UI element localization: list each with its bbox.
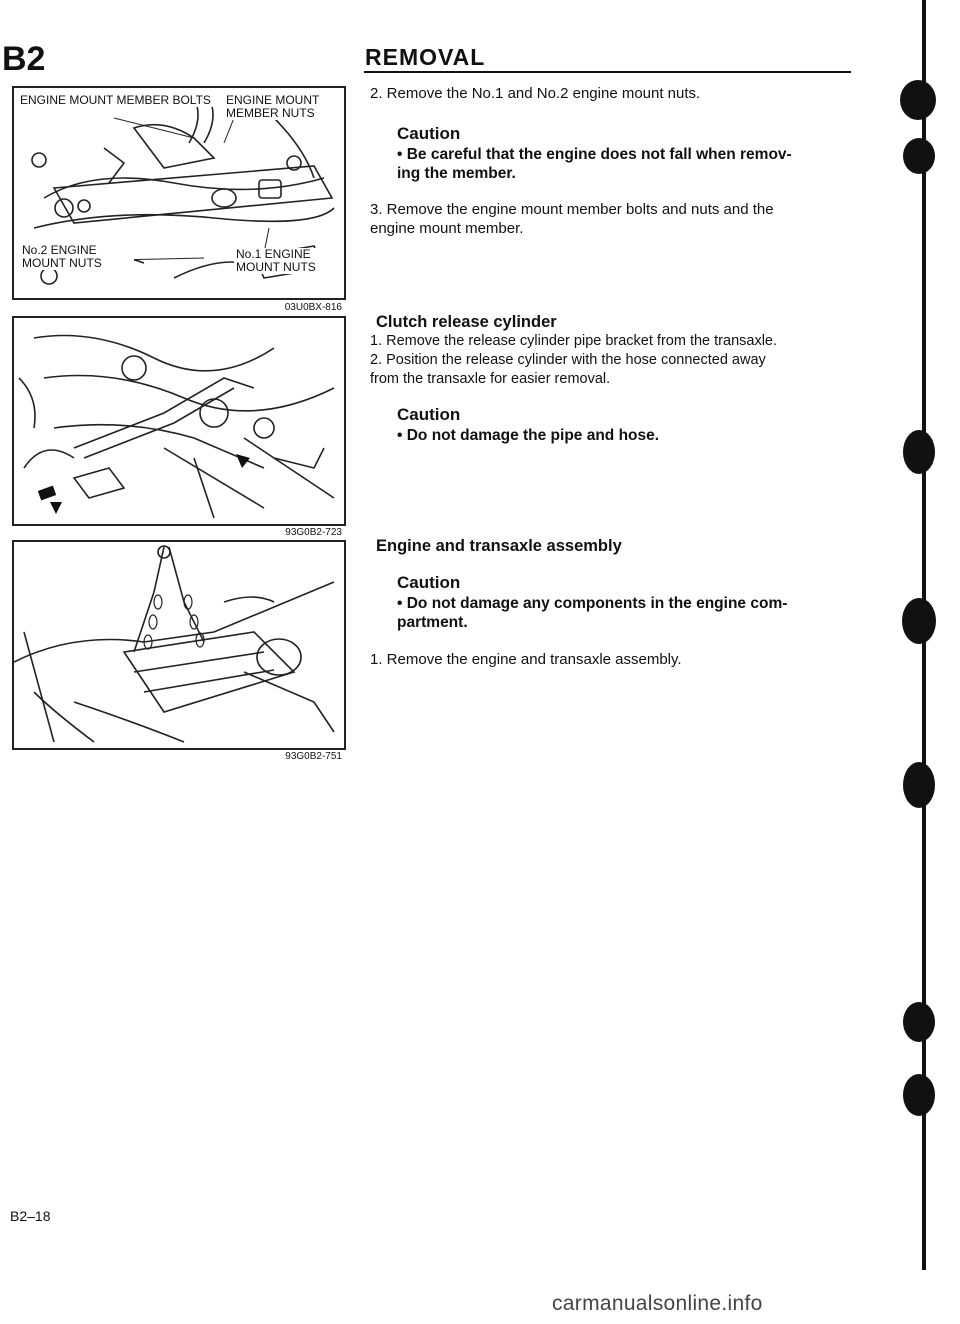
figure-code: 03U0BX-816 <box>284 302 342 313</box>
caution-heading: Caution <box>397 405 461 424</box>
clutch-release-illustration <box>14 318 344 524</box>
header-rule <box>364 71 851 73</box>
step-remove-mount-nuts: 2. Remove the No.1 and No.2 engine mount nuts. <box>370 85 701 102</box>
clutch-step-1: 1. Remove the release cylinder pipe bracket from the transaxle. <box>370 333 778 349</box>
label-no2-mount-nuts: No.2 ENGINE MOUNT NUTS <box>20 244 134 270</box>
page-number: B2–18 <box>10 1208 51 1224</box>
binding-hole-mark <box>903 762 935 808</box>
figure-engine-lift <box>12 540 346 750</box>
caution-item: • Be careful that the engine does not fall when remov- ing the member. <box>397 146 792 182</box>
label-no1-mount-nuts: No.1 ENGINE MOUNT NUTS <box>234 248 338 274</box>
watermark: carmanualsonline.info <box>552 1292 763 1315</box>
engine-step-1: 1. Remove the engine and transaxle assembly. <box>370 651 682 668</box>
clutch-step-2: 2. Position the release cylinder with the hose connected away from the transaxle for easier removal. <box>370 352 766 387</box>
page-title: REMOVAL <box>365 44 486 70</box>
binding-hole-mark <box>903 138 935 174</box>
figure-code: 93G0B2-751 <box>285 751 342 762</box>
figure-engine-mount <box>12 86 346 300</box>
figure-code: 93G0B2-723 <box>285 527 342 538</box>
section-heading-clutch: Clutch release cylinder <box>376 313 557 331</box>
section-heading-engine: Engine and transaxle assembly <box>376 537 622 555</box>
binding-hole-mark <box>902 598 936 644</box>
section-code: B2 <box>2 40 46 78</box>
caution-heading: Caution <box>397 573 461 592</box>
caution-heading: Caution <box>397 124 461 143</box>
binding-hole-mark <box>903 430 935 474</box>
binding-hole-mark <box>903 1002 935 1042</box>
engine-lift-illustration <box>14 542 344 748</box>
binding-hole-mark <box>900 80 936 120</box>
caution-item: • Do not damage any components in the engine com- partment. <box>397 595 788 631</box>
binding-hole-mark <box>903 1074 935 1116</box>
caution-item: • Do not damage the pipe and hose. <box>397 427 660 444</box>
label-mount-member-bolts: ENGINE MOUNT MEMBER BOLTS <box>20 93 211 107</box>
step-remove-mount-member: 3. Remove the engine mount member bolts and nuts and the engine mount member. <box>370 201 774 237</box>
label-mount-member-nuts: ENGINE MOUNT MEMBER NUTS <box>224 94 338 120</box>
figure-clutch-release <box>12 316 346 526</box>
